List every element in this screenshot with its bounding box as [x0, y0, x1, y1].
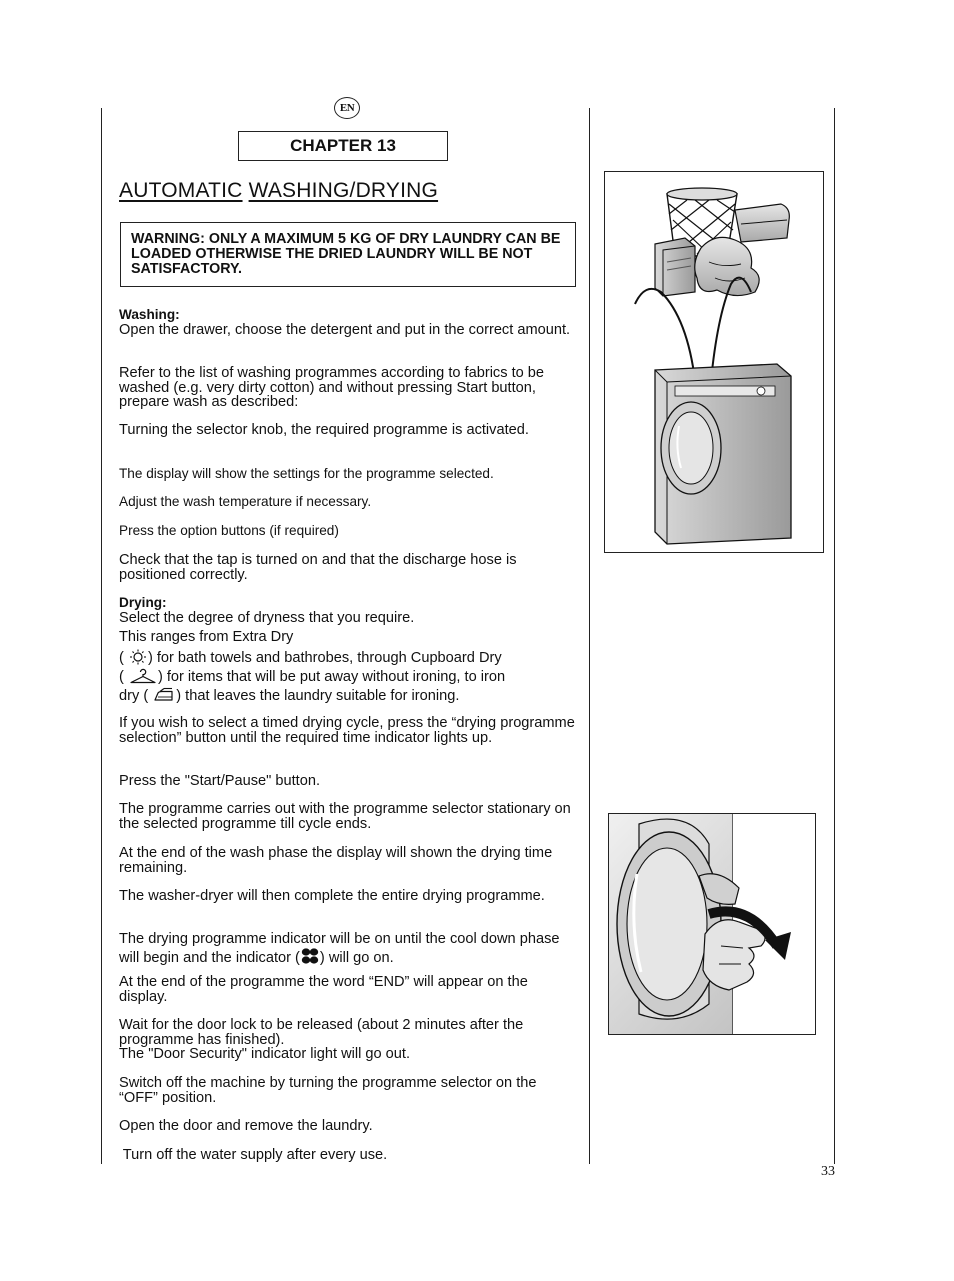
washing-heading: Washing: [119, 307, 180, 322]
washing-paragraph-1: Open the drawer, choose the detergent and put in the correct amount. [119, 322, 571, 338]
drying-end-programme-paragraph: At the end of the programme the word “END” will appear on the display. [119, 974, 528, 1005]
language-badge: EN [334, 97, 360, 119]
right-border-line [834, 108, 835, 1164]
fan-icon [300, 947, 320, 969]
drying-line-4 [119, 668, 577, 688]
washing-paragraph-6: Press the option buttons (if required) [119, 523, 339, 538]
page-number: 33 [821, 1164, 835, 1179]
laundry-loading-illustration [604, 171, 824, 553]
center-divider-line [589, 108, 590, 1164]
drying-carry-paragraph: The programme carries out with the programme selector stationary on the selected programme till cycle ends. [119, 801, 571, 832]
washing-paragraph-5: Adjust the wash temperature if necessary. [119, 494, 372, 509]
drying-water-supply-paragraph: Turn off the water supply after every use. [119, 1147, 388, 1163]
drying-line-5 [119, 687, 577, 707]
drying-end-wash-paragraph: At the end of the wash phase the display will shown the drying time remaining. [119, 845, 553, 876]
drying-line-3 [119, 649, 577, 669]
left-border-line [101, 108, 102, 1164]
drying-line-3-open: ( [119, 650, 124, 666]
drying-cool-text-2: ) will go on. [319, 949, 394, 966]
washing-paragraph-4: The display will show the settings for the programme selected. [119, 466, 494, 481]
drying-complete-paragraph: The washer-dryer will then complete the entire drying programme. [119, 888, 545, 904]
sun-icon [128, 649, 148, 669]
drying-line-4-open: ( [119, 669, 124, 685]
door-opening-illustration [608, 813, 816, 1035]
drying-line-4-rest: ) for items that will be put away without ironing, to iron [157, 669, 506, 685]
drying-switch-off-paragraph: Switch off the machine by turning the programme selector on the “OFF” position. [119, 1075, 537, 1106]
washing-paragraph-2: Refer to the list of washing programmes according to fabrics to be washed (e.g. very dirty cotton) and without pressing Start button, prepare wash as described: [119, 365, 545, 411]
drying-line-1: Select the degree of dryness that you require. [119, 610, 415, 626]
drying-line-5-rest: ) that leaves the laundry suitable for ironing. [176, 688, 460, 704]
drying-wait-paragraph: Wait for the door lock to be released (about 2 minutes after the programme has finished). [119, 1017, 524, 1048]
drying-cool-text-1: The drying programme indicator will be on until the cool down phase will begin and the indicator ( [119, 931, 560, 966]
drying-open-door-paragraph: Open the door and remove the laundry. [119, 1118, 373, 1134]
drying-timed-paragraph: If you wish to select a timed drying cycle, press the “drying programme selection” button until the required time indicator lights up. [119, 715, 575, 746]
drying-cool-paragraph [119, 932, 577, 968]
warning-box: WARNING: ONLY A MAXIMUM 5 KG OF DRY LAUNDRY CAN BE LOADED OTHERWISE THE DRIED LAUNDRY WILL BE NOT SATISFACTORY. [120, 222, 576, 287]
iron-icon [152, 687, 176, 707]
title-part-washing-drying: WASHING/DRYING [248, 179, 439, 202]
drying-line-5-start: dry ( [119, 688, 149, 704]
drying-line-3-rest: ) for bath towels and bathrobes, through Cupboard Dry [147, 650, 502, 666]
drying-door-security-line: The "Door Security" indicator light will go out. [119, 1046, 411, 1062]
washing-paragraph-3: Turning the selector knob, the required programme is activated. [119, 422, 529, 438]
drying-heading: Drying: [119, 595, 167, 610]
chapter-label: CHAPTER 13 [238, 131, 448, 161]
title-part-automatic: AUTOMATIC [119, 179, 243, 202]
drying-line-2: This ranges from Extra Dry [119, 629, 294, 645]
hanger-icon [128, 668, 158, 688]
washing-paragraph-7: Check that the tap is turned on and that the discharge hose is positioned correctly. [119, 552, 517, 583]
page-title [119, 179, 438, 203]
drying-start-paragraph: Press the "Start/Pause" button. [119, 773, 320, 789]
